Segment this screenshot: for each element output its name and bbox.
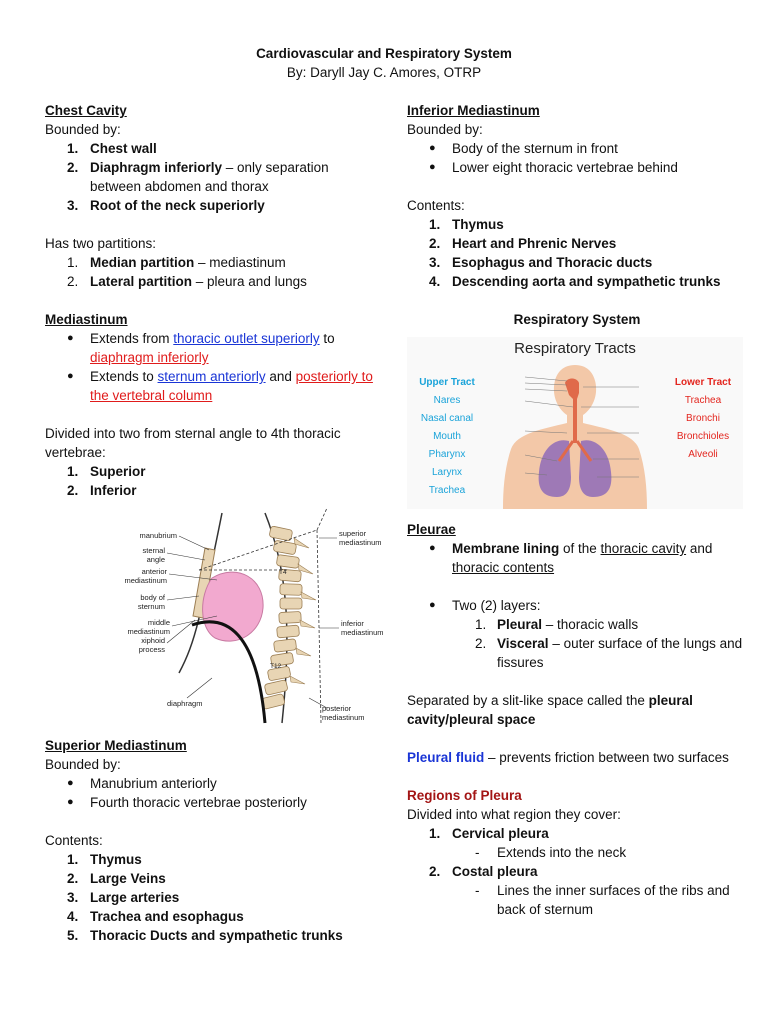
list-item: 5. Thoracic Ducts and sympathetic trunks <box>67 928 343 943</box>
label-middle-mediastinum: mediastinum <box>127 627 170 636</box>
superior-mediastinum-heading: Superior Mediastinum <box>45 738 187 753</box>
pleural-fluid-text: Pleural fluid – prevents friction between two surfaces <box>407 750 729 765</box>
label-body-of: body of <box>140 593 165 602</box>
mediastinum-divided-text: Divided into two from sternal angle to 4th thoracic vertebrae: <box>45 426 341 460</box>
list-item: 2. Diaphragm inferiorly – only separation between abdomen and thorax <box>67 160 329 194</box>
chest-cavity-heading: Chest Cavity <box>45 103 127 118</box>
list-item: 1. Thymus <box>429 217 504 232</box>
list-item: 1. Thymus <box>67 852 142 867</box>
label-t4: T4 <box>279 569 287 576</box>
region-1 <box>407 824 747 843</box>
region-2 <box>407 862 747 881</box>
chest-cavity-bounds-list <box>45 139 375 215</box>
superior-contents-label: Contents: <box>45 833 103 848</box>
mediastinum-diagram <box>87 508 384 723</box>
list-item: 2. Costal pleura <box>429 864 538 879</box>
region-2-desc <box>407 881 747 919</box>
pleurae-list <box>407 539 747 577</box>
label-posterior: posterior <box>322 704 352 713</box>
upper-item-pharynx: Pharynx <box>428 449 466 460</box>
mediastinum-heading: Mediastinum <box>45 312 128 327</box>
region-1-desc <box>407 843 747 862</box>
pleurae-heading: Pleurae <box>407 522 456 537</box>
label-manubrium: manubrium <box>139 531 177 540</box>
lower-tract-label: Lower Tract <box>674 377 732 388</box>
list-item: 2. Heart and Phrenic Nerves <box>429 236 617 251</box>
respiratory-figure-title: Respiratory Tracts <box>514 340 636 357</box>
partitions-list <box>45 253 375 291</box>
mediastinum-list <box>45 329 375 405</box>
list-item: 2. Large Veins <box>67 871 166 886</box>
label-diaphragm: diaphragm <box>167 699 203 708</box>
list-item: 4. Descending aorta and sympathetic trunks <box>429 274 721 289</box>
label-angle: angle <box>146 555 165 564</box>
label-process: process <box>138 645 165 654</box>
regions-intro: Divided into what region they cover: <box>407 807 621 822</box>
vertebral-column-link[interactable]: posteriorly to the vertebral column <box>90 369 373 403</box>
regions-heading: Regions of Pleura <box>407 788 522 803</box>
list-item: ● Extends from thoracic outlet superiorly to diaphragm inferiorly <box>67 331 335 365</box>
superior-bounds-list <box>45 774 375 812</box>
list-item: ● Membrane lining of the thoracic cavity and thoracic contents <box>429 541 713 575</box>
list-item: ● Extends to sternum anteriorly and posteriorly to the vertebral column <box>67 369 373 403</box>
upper-item-nasal-canal: Nasal canal <box>420 413 474 424</box>
thoracic-outlet-link[interactable]: thoracic outlet superiorly <box>173 331 320 346</box>
superior-bounded-label: Bounded by: <box>45 757 121 772</box>
upper-item-mouth: Mouth <box>433 431 461 442</box>
mediastinum-parts-list <box>45 462 375 500</box>
diaphragm-link[interactable]: diaphragm inferiorly <box>90 350 209 365</box>
list-item: 2. Visceral – outer surface of the lungs and fissures <box>475 636 743 670</box>
list-item: 1. Cervical pleura <box>429 826 549 841</box>
list-item: 2. Lateral partition – pleura and lungs <box>67 274 307 289</box>
list-item: 1. Median partition – mediastinum <box>67 255 286 270</box>
label-superior: superior <box>339 529 367 538</box>
upper-item-trachea: Trachea <box>428 485 466 496</box>
list-item: 2. Inferior <box>67 483 137 498</box>
lower-item-bronchi: Bronchi <box>686 413 720 424</box>
label-sternal: sternal <box>142 546 165 555</box>
list-item: 1. Chest wall <box>67 141 157 156</box>
label-t12: T12 <box>270 663 282 670</box>
label-superior-mediastinum: mediastinum <box>339 538 382 547</box>
list-item: ● Manubrium anteriorly <box>67 776 217 791</box>
pleural-space-text: Separated by a slit-like space called the pleural cavity/pleural space <box>407 693 693 727</box>
label-anterior: anterior <box>141 567 167 576</box>
superior-contents-list <box>45 850 375 945</box>
upper-tract-label: Upper Tract <box>419 377 475 388</box>
label-xiphoid: xiphoid <box>141 636 165 645</box>
upper-item-nares: Nares <box>433 395 461 406</box>
inferior-mediastinum-heading: Inferior Mediastinum <box>407 103 540 118</box>
list-item: - Lines the inner surfaces of the ribs and back of sternum <box>475 883 730 917</box>
list-item: 1. Pleural – thoracic walls <box>475 617 639 632</box>
pleurae-layers-list <box>407 615 747 672</box>
list-item: ● Lower eight thoracic vertebrae behind <box>429 160 678 175</box>
respiratory-system-heading: Respiratory System <box>513 312 641 327</box>
list-item: ● Body of the sternum in front <box>429 141 618 156</box>
label-middle: middle <box>147 618 170 627</box>
inferior-bounds-list <box>407 139 747 177</box>
list-item: 3. Esophagus and Thoracic ducts <box>429 255 653 270</box>
list-item: 1. Superior <box>67 464 146 479</box>
left-column <box>45 101 384 945</box>
label-anterior-mediastinum: mediastinum <box>124 576 167 585</box>
list-item: ● Fourth thoracic vertebrae posteriorly <box>67 795 307 810</box>
title-block <box>0 44 768 82</box>
list-item: - Extends into the neck <box>475 845 627 860</box>
document-title: Cardiovascular and Respiratory System <box>256 46 512 61</box>
respiratory-tracts-diagram <box>407 337 743 509</box>
inferior-bounded-label: Bounded by: <box>407 122 483 137</box>
partitions-intro: Has two partitions: <box>45 236 157 251</box>
lower-item-alveoli: Alveoli <box>688 449 718 460</box>
chest-cavity-bounded-label: Bounded by: <box>45 122 121 137</box>
list-item: 3. Large arteries <box>67 890 180 905</box>
document-author: By: Daryll Jay C. Amores, OTRP <box>286 65 482 80</box>
label-inferior: inferior <box>341 619 364 628</box>
label-inferior-mediastinum: mediastinum <box>341 628 384 637</box>
inferior-contents-list <box>407 215 747 291</box>
sternum-link[interactable]: sternum anteriorly <box>157 369 266 384</box>
pleurae-layers-bullet <box>407 596 747 615</box>
label-posterior-mediastinum: mediastinum <box>322 713 365 722</box>
lower-item-trachea: Trachea <box>684 395 722 406</box>
list-item: ● Two (2) layers: <box>429 598 541 613</box>
lower-item-bronchioles: Bronchioles <box>676 431 730 442</box>
list-item: 4. Trachea and esophagus <box>67 909 244 924</box>
upper-item-larynx: Larynx <box>431 467 463 478</box>
inferior-contents-label: Contents: <box>407 198 465 213</box>
list-item: 3. Root of the neck superiorly <box>67 198 265 213</box>
label-sternum: sternum <box>137 602 165 611</box>
right-column <box>407 101 747 919</box>
